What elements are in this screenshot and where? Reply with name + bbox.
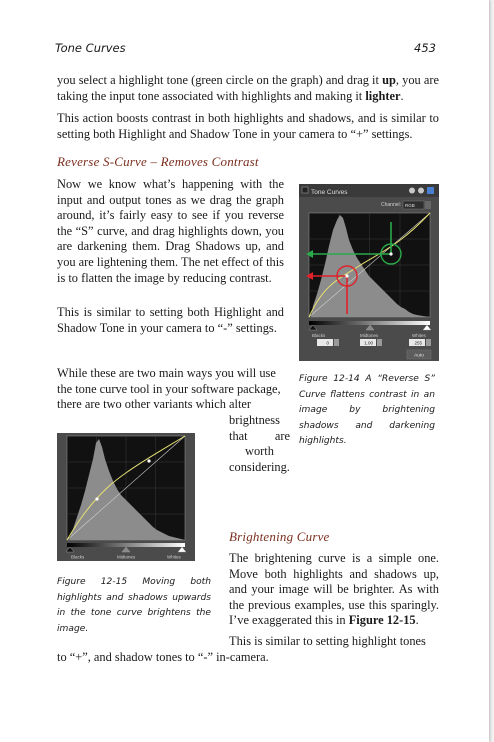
- whites-label: Whites: [167, 554, 181, 560]
- intro-text-b: , you are taking the input tone associated with highlights and making it: [57, 73, 439, 103]
- panel-settings-icon[interactable]: [409, 188, 415, 194]
- midtones-stepper[interactable]: [377, 339, 382, 346]
- figure-12-15-caption: Figure 12-15 Moving both highlights and shadows upwards in the tone curve brightens the image.: [57, 577, 211, 634]
- auto-button-label: Auto: [414, 353, 424, 359]
- curve-control-point-shadow[interactable]: [345, 274, 348, 277]
- variants-line-1: While these are two main ways you will use: [57, 366, 276, 380]
- emphasis-lighter: lighter: [365, 88, 401, 103]
- figure-12-15-brightening-curve: [57, 433, 195, 566]
- variants-word-are: are: [274, 428, 290, 443]
- brightening-camera-paragraph: [57, 634, 439, 665]
- channel-label: Channel:: [381, 202, 402, 208]
- reverse-s-paragraph: Now we know what’s happening with the input and output tones as we drag the graph around, it’s fairly easy to see if you reverse the “S” curve, and drag highlights down, you are darkening them. Drag Shadows up, and you are lightening them. The net effect of this is to flatten the image by reducing contrast.: [57, 177, 284, 285]
- intro-text-a: you select a highlight tone (green circle on the graph) and drag it: [57, 73, 383, 87]
- whites-label: Whites: [412, 333, 426, 338]
- whites-input-value: 255: [414, 340, 422, 346]
- reverse-s-camera-paragraph: This is similar to setting both Highlight and Shadow Tone in your camera to “-” settings.: [57, 305, 284, 335]
- variants-word-that: that: [229, 428, 248, 443]
- midtones-label: Midtones: [117, 554, 136, 560]
- brightening-text: The brightening curve is a simple one. Move both highlights and shadows up, and your image will be brighter. As with the previous examples, use this sparingly. I’ve exaggerated this in: [229, 551, 439, 628]
- panel-help-icon[interactable]: [418, 188, 424, 194]
- variants-word-worth: worth: [245, 444, 274, 459]
- whites-stepper[interactable]: [426, 339, 431, 346]
- variants-line-2: the tone curve tool in your software package,: [57, 381, 281, 396]
- blacks-stepper[interactable]: [334, 339, 339, 346]
- variants-line-that-are: [229, 429, 290, 445]
- figure-reference-12-15: Figure 12-15: [348, 613, 416, 628]
- figure-12-14-tone-curves-panel: [299, 184, 439, 366]
- tone-curves-panel-svg: [299, 184, 439, 361]
- running-header-title: Tone Curves: [55, 41, 126, 55]
- intro-paragraph-1: [57, 73, 439, 104]
- brightening-camera-line-2: to “+”, and shadow tones to “-” in-camera.: [57, 649, 269, 664]
- midtones-input-value: 1.00: [364, 340, 373, 346]
- page-number: 453: [414, 41, 436, 55]
- blacks-label: Blacks: [71, 554, 85, 560]
- blacks-input-value: 0: [326, 340, 329, 346]
- channel-dropdown-icon[interactable]: [425, 201, 431, 209]
- panel-collapse-icon[interactable]: [302, 187, 308, 193]
- variants-word-brightness: brightness: [229, 413, 280, 427]
- variants-wrap-column: [229, 413, 290, 475]
- intro-paragraph-2: This action boosts contrast in both highlights and shadows, and is similar to setting both Highlight and Shadow Tone in your camera to “+” settings.: [57, 111, 439, 141]
- emphasis-up: up: [382, 73, 396, 87]
- tone-gradient-bar: [67, 543, 185, 547]
- curve-control-point-highlight[interactable]: [389, 252, 392, 255]
- brightening-curve-svg: [57, 433, 195, 561]
- blacks-label: Blacks: [312, 333, 326, 338]
- brightening-camera-line-1: This is similar to setting highlight tones: [229, 634, 426, 648]
- variants-word-considering: considering.: [229, 459, 290, 474]
- channel-select-value: RGB: [405, 203, 415, 208]
- section-heading-reverse-s: Reverse S-Curve – Removes Contrast: [57, 154, 259, 169]
- variants-paragraph: [57, 366, 290, 413]
- tone-gradient-bar: [309, 321, 430, 325]
- section-heading-brightening: Brightening Curve: [229, 529, 330, 544]
- brightening-text-end: .: [415, 613, 419, 628]
- variants-line-3: [57, 397, 290, 413]
- panel-close-icon[interactable]: [427, 187, 434, 194]
- midtones-label: Midtones: [360, 333, 379, 338]
- curve-control-point-highlight[interactable]: [147, 459, 150, 462]
- blacks-input[interactable]: [317, 339, 333, 346]
- figure-12-14-caption: Figure 12-14 A “Reverse S” Curve flattens contrast in an image by brightening shadows and darkening highlights.: [299, 374, 435, 447]
- brightening-paragraph: [229, 551, 439, 629]
- curve-control-point-shadow[interactable]: [95, 497, 98, 500]
- intro-text-c: .: [400, 88, 404, 103]
- panel-title: Tone Curves: [311, 189, 348, 196]
- variants-line-3-text: there are two other variants which alter: [57, 397, 252, 412]
